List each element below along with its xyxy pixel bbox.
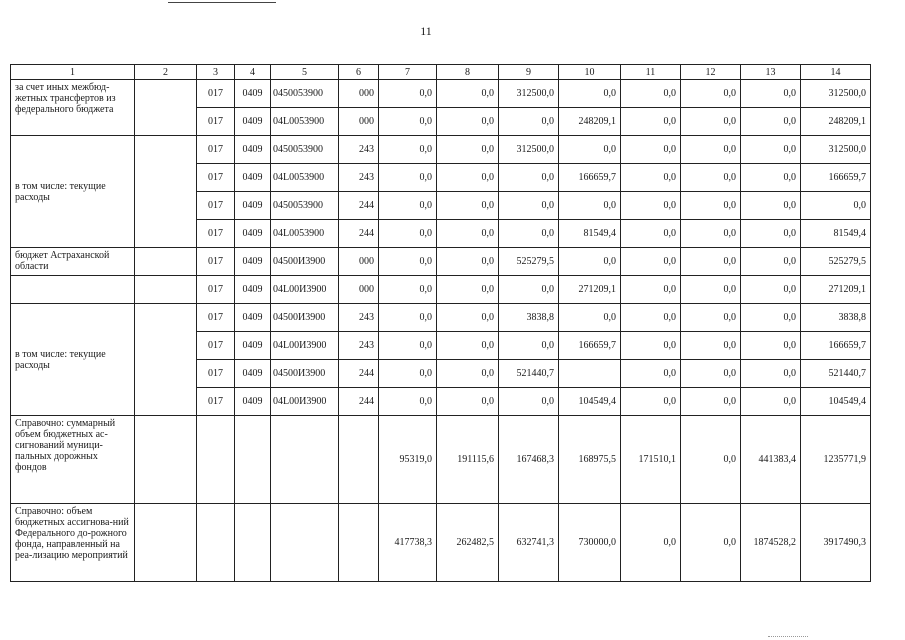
value-cell-col-11: 0,0: [621, 504, 681, 582]
cell-c4: 0409: [235, 80, 271, 108]
row-description: в том числе: текущие расходы: [11, 136, 135, 248]
value-cell-col-13: 0,0: [741, 80, 801, 108]
value-cell-col-14: 1235771,9: [801, 416, 871, 504]
value-cell-col-10: 166659,7: [559, 164, 621, 192]
value-cell-col-7: 0,0: [379, 276, 437, 304]
value-cell-col-7: 0,0: [379, 220, 437, 248]
value-cell-col-14: 81549,4: [801, 220, 871, 248]
value-cell-col-10: 0,0: [559, 136, 621, 164]
value-cell-col-12: 0,0: [681, 388, 741, 416]
value-cell-col-7: 0,0: [379, 192, 437, 220]
row-description: [11, 276, 135, 304]
value-cell-col-10: 0,0: [559, 304, 621, 332]
value-cell-col-13: 0,0: [741, 108, 801, 136]
value-cell-col-9: 521440,7: [499, 360, 559, 388]
column-header-6: 6: [339, 65, 379, 80]
cell-c4: [235, 416, 271, 504]
cell-c3: 017: [197, 80, 235, 108]
value-cell-col-8: 191115,6: [437, 416, 499, 504]
value-cell-col-7: 0,0: [379, 248, 437, 276]
value-cell-col-9: 0,0: [499, 220, 559, 248]
cell-c5: 04L0053900: [271, 164, 339, 192]
cell-c5: [271, 504, 339, 582]
cell-c6: [339, 416, 379, 504]
value-cell-col-11: 171510,1: [621, 416, 681, 504]
value-cell-col-9: 0,0: [499, 108, 559, 136]
cell-c5: 04L00И3900: [271, 332, 339, 360]
table-row: [11, 504, 871, 582]
value-cell-col-8: 0,0: [437, 164, 499, 192]
value-cell-col-12: 0,0: [681, 220, 741, 248]
column-header-9: 9: [499, 65, 559, 80]
value-cell-col-11: 0,0: [621, 136, 681, 164]
cell-c3: 017: [197, 164, 235, 192]
value-cell-col-10: 0,0: [559, 80, 621, 108]
value-cell-col-14: 3917490,3: [801, 504, 871, 582]
cell-c6: 000: [339, 80, 379, 108]
cell-c5: 04L00И3900: [271, 388, 339, 416]
value-cell-col-13: 0,0: [741, 304, 801, 332]
table-row: [11, 416, 871, 504]
value-cell-col-8: 0,0: [437, 332, 499, 360]
column-header-2: 2: [135, 65, 197, 80]
value-cell-col-11: 0,0: [621, 192, 681, 220]
page-number: 11: [420, 24, 432, 38]
cell-c3: 017: [197, 388, 235, 416]
cell-c6: 000: [339, 276, 379, 304]
column-header-1: 1: [11, 65, 135, 80]
column-header-7: 7: [379, 65, 437, 80]
cell-c4: [235, 504, 271, 582]
cell-c5: 04500И3900: [271, 304, 339, 332]
value-cell-col-14: 3838,8: [801, 304, 871, 332]
cell-c3: 017: [197, 276, 235, 304]
value-cell-col-12: 0,0: [681, 192, 741, 220]
table-row: [11, 304, 871, 332]
value-cell-col-13: 1874528,2: [741, 504, 801, 582]
column-header-10: 10: [559, 65, 621, 80]
cell-c3: 017: [197, 220, 235, 248]
cell-c3: 017: [197, 192, 235, 220]
cell-c6: 244: [339, 360, 379, 388]
value-cell-col-10: 271209,1: [559, 276, 621, 304]
value-cell-col-11: 0,0: [621, 388, 681, 416]
value-cell-col-14: 166659,7: [801, 332, 871, 360]
cell-c6: 243: [339, 136, 379, 164]
value-cell-col-7: 0,0: [379, 108, 437, 136]
value-cell-col-7: 0,0: [379, 136, 437, 164]
value-cell-col-7: 0,0: [379, 80, 437, 108]
column-header-5: 5: [271, 65, 339, 80]
value-cell-col-11: 0,0: [621, 360, 681, 388]
value-cell-col-10: 730000,0: [559, 504, 621, 582]
column-header-14: 14: [801, 65, 871, 80]
value-cell-col-8: 0,0: [437, 276, 499, 304]
value-cell-col-8: 0,0: [437, 80, 499, 108]
value-cell-col-11: 0,0: [621, 276, 681, 304]
cell-c3: 017: [197, 360, 235, 388]
cell-c5: 04L00И3900: [271, 276, 339, 304]
cell-c6: 000: [339, 108, 379, 136]
value-cell-col-13: 441383,4: [741, 416, 801, 504]
value-cell-col-13: 0,0: [741, 360, 801, 388]
value-cell-col-10: 0,0: [559, 192, 621, 220]
value-cell-col-8: 0,0: [437, 248, 499, 276]
cell-c6: 000: [339, 248, 379, 276]
value-cell-col-9: 0,0: [499, 164, 559, 192]
value-cell-col-8: 0,0: [437, 192, 499, 220]
scan-mark: [768, 636, 808, 637]
column-header-3: 3: [197, 65, 235, 80]
cell-c4: 0409: [235, 164, 271, 192]
cell-c4: 0409: [235, 192, 271, 220]
cell-c4: 0409: [235, 360, 271, 388]
value-cell-col-12: 0,0: [681, 108, 741, 136]
budget-table: [10, 64, 871, 582]
value-cell-col-7: 0,0: [379, 304, 437, 332]
cell-c4: 0409: [235, 388, 271, 416]
column-2-cell: [135, 416, 197, 504]
cell-c3: 017: [197, 332, 235, 360]
value-cell-col-14: 312500,0: [801, 136, 871, 164]
cell-c3: 017: [197, 136, 235, 164]
cell-c5: 04L0053900: [271, 220, 339, 248]
column-2-cell: [135, 136, 197, 248]
value-cell-col-8: 0,0: [437, 304, 499, 332]
cell-c4: 0409: [235, 332, 271, 360]
table-row: [11, 248, 871, 276]
value-cell-col-10: 248209,1: [559, 108, 621, 136]
value-cell-col-7: 0,0: [379, 332, 437, 360]
value-cell-col-9: 167468,3: [499, 416, 559, 504]
table-row: [11, 276, 871, 304]
value-cell-col-7: 0,0: [379, 360, 437, 388]
cell-c5: 0450053900: [271, 80, 339, 108]
value-cell-col-13: 0,0: [741, 276, 801, 304]
cell-c6: 244: [339, 192, 379, 220]
row-description: Справочно: суммарный объем бюджетных ас-сигнований муници-пальных дорожных фондов: [11, 416, 135, 504]
cell-c4: 0409: [235, 276, 271, 304]
value-cell-col-13: 0,0: [741, 248, 801, 276]
value-cell-col-14: 248209,1: [801, 108, 871, 136]
value-cell-col-10: 81549,4: [559, 220, 621, 248]
value-cell-col-13: 0,0: [741, 164, 801, 192]
cell-c5: [271, 416, 339, 504]
column-header-11: 11: [621, 65, 681, 80]
cell-c3: 017: [197, 248, 235, 276]
value-cell-col-9: 312500,0: [499, 136, 559, 164]
row-description: в том числе: текущие расходы: [11, 304, 135, 416]
value-cell-col-7: 0,0: [379, 164, 437, 192]
value-cell-col-9: 0,0: [499, 192, 559, 220]
value-cell-col-12: 0,0: [681, 504, 741, 582]
row-description: Справочно: объем бюджетных ассигнова-ний Федерального до-рожного фонда, направленный на реа-лизацию мероприятий: [11, 504, 135, 582]
value-cell-col-14: 0,0: [801, 192, 871, 220]
value-cell-col-8: 262482,5: [437, 504, 499, 582]
cell-c4: 0409: [235, 220, 271, 248]
cell-c3: [197, 504, 235, 582]
value-cell-col-13: 0,0: [741, 192, 801, 220]
value-cell-col-12: 0,0: [681, 248, 741, 276]
row-description: за счет иных межбюд-жетных трансфертов из федерального бюджета: [11, 80, 135, 136]
value-cell-col-11: 0,0: [621, 248, 681, 276]
header-row: [11, 65, 871, 80]
value-cell-col-9: 525279,5: [499, 248, 559, 276]
value-cell-col-10: 0,0: [559, 248, 621, 276]
cell-c5: 04500И3900: [271, 360, 339, 388]
column-header-8: 8: [437, 65, 499, 80]
value-cell-col-13: 0,0: [741, 136, 801, 164]
value-cell-col-7: 0,0: [379, 388, 437, 416]
value-cell-col-12: 0,0: [681, 80, 741, 108]
value-cell-col-8: 0,0: [437, 220, 499, 248]
value-cell-col-10: 168975,5: [559, 416, 621, 504]
value-cell-col-10: 166659,7: [559, 332, 621, 360]
cell-c3: 017: [197, 108, 235, 136]
cell-c6: 243: [339, 164, 379, 192]
column-header-13: 13: [741, 65, 801, 80]
cell-c6: [339, 504, 379, 582]
column-header-12: 12: [681, 65, 741, 80]
cell-c6: 243: [339, 332, 379, 360]
cell-c5: 04L0053900: [271, 108, 339, 136]
value-cell-col-11: 0,0: [621, 80, 681, 108]
value-cell-col-14: 312500,0: [801, 80, 871, 108]
cell-c6: 244: [339, 388, 379, 416]
column-2-cell: [135, 304, 197, 416]
value-cell-col-8: 0,0: [437, 360, 499, 388]
table-row: [11, 136, 871, 164]
cell-c6: 243: [339, 304, 379, 332]
value-cell-col-13: 0,0: [741, 332, 801, 360]
value-cell-col-11: 0,0: [621, 220, 681, 248]
value-cell-col-9: 0,0: [499, 332, 559, 360]
column-2-cell: [135, 80, 197, 136]
column-header-4: 4: [235, 65, 271, 80]
cell-c6: 244: [339, 220, 379, 248]
cell-c4: 0409: [235, 136, 271, 164]
column-2-cell: [135, 504, 197, 582]
value-cell-col-7: 95319,0: [379, 416, 437, 504]
value-cell-col-12: 0,0: [681, 304, 741, 332]
value-cell-col-10: [559, 360, 621, 388]
cell-c4: 0409: [235, 304, 271, 332]
value-cell-col-9: 0,0: [499, 388, 559, 416]
value-cell-col-9: 0,0: [499, 276, 559, 304]
value-cell-col-12: 0,0: [681, 332, 741, 360]
value-cell-col-12: 0,0: [681, 416, 741, 504]
row-description: бюджет Астраханской области: [11, 248, 135, 276]
value-cell-col-9: 312500,0: [499, 80, 559, 108]
value-cell-col-14: 271209,1: [801, 276, 871, 304]
value-cell-col-11: 0,0: [621, 108, 681, 136]
cell-c3: 017: [197, 304, 235, 332]
value-cell-col-10: 104549,4: [559, 388, 621, 416]
value-cell-col-12: 0,0: [681, 136, 741, 164]
cell-c4: 0409: [235, 108, 271, 136]
value-cell-col-14: 525279,5: [801, 248, 871, 276]
value-cell-col-7: 417738,3: [379, 504, 437, 582]
value-cell-col-11: 0,0: [621, 304, 681, 332]
cell-c5: 0450053900: [271, 136, 339, 164]
cell-c3: [197, 416, 235, 504]
value-cell-col-8: 0,0: [437, 388, 499, 416]
table-body: [11, 65, 871, 582]
cell-c5: 04500И3900: [271, 248, 339, 276]
value-cell-col-14: 521440,7: [801, 360, 871, 388]
value-cell-col-12: 0,0: [681, 360, 741, 388]
value-cell-col-8: 0,0: [437, 108, 499, 136]
cell-c5: 0450053900: [271, 192, 339, 220]
value-cell-col-14: 166659,7: [801, 164, 871, 192]
value-cell-col-12: 0,0: [681, 164, 741, 192]
column-2-cell: [135, 248, 197, 276]
value-cell-col-8: 0,0: [437, 136, 499, 164]
value-cell-col-11: 0,0: [621, 332, 681, 360]
column-2-cell: [135, 276, 197, 304]
value-cell-col-11: 0,0: [621, 164, 681, 192]
value-cell-col-9: 3838,8: [499, 304, 559, 332]
value-cell-col-13: 0,0: [741, 220, 801, 248]
value-cell-col-12: 0,0: [681, 276, 741, 304]
top-rule: [168, 2, 276, 3]
table-row: [11, 80, 871, 108]
value-cell-col-14: 104549,4: [801, 388, 871, 416]
cell-c4: 0409: [235, 248, 271, 276]
value-cell-col-9: 632741,3: [499, 504, 559, 582]
value-cell-col-13: 0,0: [741, 388, 801, 416]
